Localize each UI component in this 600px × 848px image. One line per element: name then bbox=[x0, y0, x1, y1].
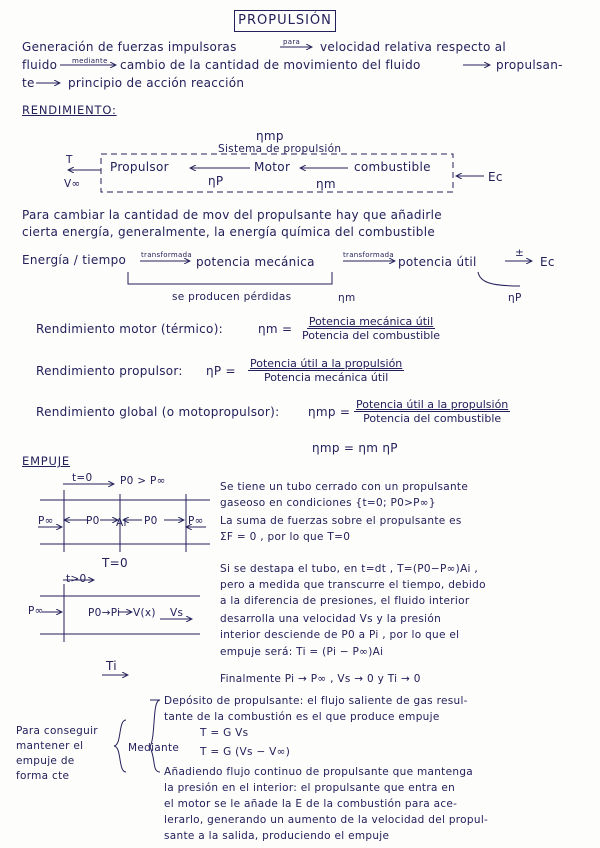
label-T: T bbox=[66, 154, 73, 166]
label-sistema: Sistema de propulsión bbox=[218, 143, 342, 155]
losses-curve bbox=[478, 272, 520, 286]
formula-global-den: Potencia del combustible bbox=[363, 412, 502, 425]
formula-motor-fraction bbox=[302, 315, 440, 342]
intro-line-1: Generación de fuerzas impulsoras bbox=[22, 40, 237, 54]
heading-rendimiento: RENDIMIENTO: bbox=[22, 103, 117, 117]
intro-arrow-label-mediante: mediante bbox=[72, 57, 108, 65]
label-transforma-1: transformada bbox=[141, 251, 192, 259]
formula-prop-fraction bbox=[248, 357, 404, 384]
formula-prop-eta: ηP = bbox=[206, 364, 236, 378]
page-title: PROPULSIÓN bbox=[234, 10, 336, 32]
cons-mediante: Mediante bbox=[128, 742, 180, 754]
d1-p0-right: P0 bbox=[144, 515, 158, 527]
label-eta-p: ηP bbox=[208, 174, 224, 188]
cons-add-2: la presión en el interior: el propulsante que entra en bbox=[164, 782, 456, 794]
label-eta-mp: ηmp bbox=[256, 129, 284, 143]
cons-left-3: empuje de bbox=[16, 755, 75, 767]
cons-add-4: lerarlo, generando un aumento de la velocidad del propul- bbox=[164, 814, 489, 826]
rend-para-2: cierta energía, generalmente, la energía química del combustible bbox=[22, 225, 436, 239]
formula-prop-num: Potencia útil a la propulsión bbox=[250, 357, 403, 370]
formula-motor-eta: ηm = bbox=[258, 322, 293, 336]
empuje-text-2: gaseoso en condiciones {t=0; P0>P∞} bbox=[220, 497, 436, 509]
label-eta-m-losses: ηm bbox=[338, 292, 356, 304]
label-eta-p-losses: ηP bbox=[508, 292, 522, 304]
formula-global-label: Rendimiento global (o motopropulsor): bbox=[36, 405, 280, 419]
formula-prop-label: Rendimiento propulsor: bbox=[36, 364, 183, 378]
brace-right bbox=[150, 700, 160, 772]
empuje-text-11: Finalmente Pi → P∞ , Vs → 0 y Ti → 0 bbox=[220, 673, 421, 685]
label-v-inf: V∞ bbox=[64, 178, 81, 190]
intro-line-2-start: fluido bbox=[22, 58, 58, 72]
cons-formula-1: T = G Vs bbox=[200, 727, 249, 739]
cons-add-5: sante a la salida, produciendo el empuje bbox=[164, 830, 390, 842]
intro-line-1-end: velocidad relativa respecto al bbox=[320, 40, 506, 54]
formula-product: ηmp = ηm ηP bbox=[312, 441, 398, 455]
label-perdidas: se producen pérdidas bbox=[172, 291, 292, 303]
d2-pinf: P∞ bbox=[28, 605, 44, 617]
cons-left-2: mantener el bbox=[16, 740, 84, 752]
tube-diagram-open bbox=[40, 580, 200, 675]
d2-v: V(x) bbox=[133, 607, 156, 619]
label-combustible: combustible bbox=[354, 160, 431, 174]
label-eta-m: ηm bbox=[316, 177, 336, 191]
formula-motor-den: Potencia del combustible bbox=[302, 329, 441, 342]
empuje-text-3: La suma de fuerzas sobre el propulsante es bbox=[220, 515, 462, 527]
formula-motor-num: Potencia mecánica útil bbox=[308, 315, 434, 328]
label-ec-2: Ec bbox=[540, 255, 555, 269]
formula-global-fraction bbox=[354, 398, 510, 425]
label-pot-util: potencia útil bbox=[398, 255, 477, 269]
empuje-text-10: empuje será: Ti = (Pi − P∞)Ai bbox=[220, 646, 384, 658]
label-motor: Motor bbox=[254, 160, 291, 174]
intro-line-2-end: propulsan- bbox=[496, 58, 563, 72]
cons-add-3: el motor se le añade la E de la combustión para ace- bbox=[164, 798, 458, 810]
cons-left-4: forma cte bbox=[16, 770, 70, 782]
empuje-text-6: pero a medida que transcurre el tiempo, debido bbox=[220, 579, 486, 591]
label-pot-mec: potencia mecánica bbox=[196, 255, 315, 269]
d1-p: P0 > P∞ bbox=[120, 475, 166, 487]
empuje-text-8: desarrolla una velocidad Vs y la presión bbox=[220, 613, 442, 625]
formula-global-eta: ηmp = bbox=[308, 405, 351, 419]
cons-dep-2: tante de la combustión es el que produce empuje bbox=[164, 711, 440, 723]
empuje-text-9: interior desciende de P0 a Pi , por lo que el bbox=[220, 629, 460, 641]
empuje-text-7: a la diferencia de presiones, el fluido interior bbox=[220, 595, 470, 607]
cons-left-1: Para conseguir bbox=[16, 725, 98, 737]
label-ec: Ec bbox=[488, 170, 503, 184]
label-energia: Energía / tiempo bbox=[22, 253, 127, 267]
empuje-text-1: Se tiene un tubo cerrado con un propulsante bbox=[220, 481, 469, 493]
d1-ai: Ai bbox=[116, 517, 127, 529]
d1-pinf-left: P∞ bbox=[38, 515, 54, 527]
cons-formula-2: T = G (Vs − V∞) bbox=[200, 746, 291, 758]
formula-motor-label: Rendimiento motor (térmico): bbox=[36, 322, 224, 336]
label-propulsor: Propulsor bbox=[110, 160, 169, 174]
losses-bracket bbox=[128, 272, 332, 284]
formula-global-num: Potencia útil a la propulsión bbox=[356, 398, 509, 411]
d1-T0: T=0 bbox=[102, 556, 128, 570]
d2-vs: Vs bbox=[170, 607, 184, 619]
empuje-text-4: ΣF = 0 , por lo que T=0 bbox=[220, 531, 351, 543]
intro-arrow-label-para: para bbox=[283, 38, 301, 46]
d2-p: P0→Pi bbox=[88, 607, 121, 619]
brace-left bbox=[114, 720, 126, 772]
cons-add-1: Añadiendo flujo continuo de propulsante que mantenga bbox=[164, 766, 474, 778]
d1-pinf-right: P∞ bbox=[188, 515, 204, 527]
label-plusminus: ± bbox=[515, 247, 525, 259]
intro-line-3-start: te bbox=[22, 76, 35, 90]
d2-t: t>0 bbox=[66, 573, 87, 585]
intro-line-3-end: principio de acción reacción bbox=[68, 76, 245, 90]
empuje-text-5: Si se destapa el tubo, en t=dt , T=(P0−P∞)Ai , bbox=[220, 563, 479, 575]
formula-prop-den: Potencia mecánica útil bbox=[263, 371, 389, 384]
d1-p0-left: P0 bbox=[86, 515, 100, 527]
label-transforma-2: transformada bbox=[343, 251, 394, 259]
cons-dep-1: Depósito de propulsante: el flujo saliente de gas resul- bbox=[164, 695, 468, 707]
heading-empuje: EMPUJE bbox=[22, 454, 70, 468]
intro-line-2-mid: cambio de la cantidad de movimiento del fluido bbox=[120, 58, 421, 72]
d2-ti: Ti bbox=[106, 659, 117, 673]
rend-para-1: Para cambiar la cantidad de mov del propulsante hay que añadirle bbox=[22, 208, 442, 222]
d1-t0: t=0 bbox=[72, 472, 93, 484]
